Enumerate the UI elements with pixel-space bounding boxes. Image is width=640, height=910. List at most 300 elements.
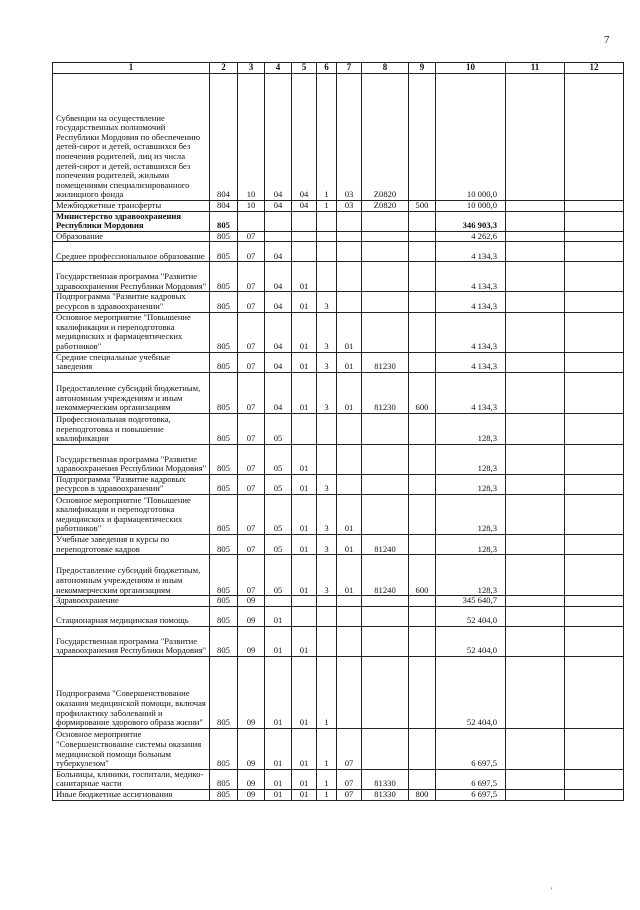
cell-c11 — [506, 444, 565, 474]
cell-c9 — [409, 656, 436, 728]
cell-c2: 805 — [210, 444, 238, 474]
row-name: Предоставление субсидий бюджетным, автономным учреждениям и иным некоммерческим организациям — [53, 372, 210, 413]
cell-c4: 05 — [265, 474, 292, 494]
cell-c3: 07 — [238, 352, 265, 372]
cell-c12 — [565, 201, 624, 212]
cell-c12 — [565, 769, 624, 789]
cell-c10: 10 000,0 — [436, 201, 506, 212]
cell-c3: 09 — [238, 769, 265, 789]
header-cell: 10 — [436, 63, 506, 74]
cell-c8: 81240 — [362, 555, 409, 596]
header-cell: 9 — [409, 63, 436, 74]
cell-c11 — [506, 312, 565, 352]
table-row — [53, 262, 624, 292]
header-cell: 12 — [565, 63, 624, 74]
cell-c11 — [506, 534, 565, 554]
header-row — [53, 63, 624, 74]
cell-c8 — [362, 596, 409, 607]
cell-c12 — [565, 474, 624, 494]
cell-c7: 03 — [337, 74, 362, 201]
cell-c9: 500 — [409, 201, 436, 212]
cell-c2: 804 — [210, 201, 238, 212]
cell-c3: 07 — [238, 494, 265, 534]
cell-c7 — [337, 656, 362, 728]
cell-c12 — [565, 444, 624, 474]
row-name: Образование — [53, 231, 210, 242]
cell-c10: 345 640,7 — [436, 596, 506, 607]
cell-c2: 805 — [210, 292, 238, 312]
table-row — [53, 444, 624, 474]
cell-c9 — [409, 444, 436, 474]
cell-c8 — [362, 494, 409, 534]
cell-c6 — [317, 444, 337, 474]
cell-c8: Z0820 — [362, 201, 409, 212]
cell-c9 — [409, 242, 436, 262]
cell-c3: 09 — [238, 656, 265, 728]
table-row — [53, 474, 624, 494]
cell-c12 — [565, 352, 624, 372]
row-name: Подпрограмма "Развитие кадровых ресурсов в здравоохранении" — [53, 474, 210, 494]
table-row — [53, 312, 624, 352]
cell-c10: 4 134,3 — [436, 352, 506, 372]
cell-c9 — [409, 231, 436, 242]
cell-c10: 128,3 — [436, 444, 506, 474]
cell-c7: 01 — [337, 312, 362, 352]
cell-c8 — [362, 262, 409, 292]
cell-c10: 6 697,5 — [436, 789, 506, 800]
cell-c7 — [337, 596, 362, 607]
cell-c4: 01 — [265, 728, 292, 769]
cell-c3: 09 — [238, 596, 265, 607]
budget-table — [52, 62, 624, 801]
table-row — [53, 352, 624, 372]
cell-c3: 07 — [238, 242, 265, 262]
cell-c8: Z0820 — [362, 74, 409, 201]
cell-c6: 3 — [317, 372, 337, 413]
cell-c4: 04 — [265, 262, 292, 292]
cell-c12 — [565, 262, 624, 292]
cell-c8: 81240 — [362, 534, 409, 554]
row-name: Государственная программа "Развитие здравоохранения Республики Мордовия" — [53, 262, 210, 292]
cell-c11 — [506, 494, 565, 534]
table-row — [53, 656, 624, 728]
cell-c7 — [337, 211, 362, 231]
cell-c10: 6 697,5 — [436, 728, 506, 769]
cell-c4: 05 — [265, 444, 292, 474]
cell-c11 — [506, 606, 565, 626]
cell-c5: 01 — [292, 372, 317, 413]
cell-c8 — [362, 626, 409, 656]
cell-c7: 01 — [337, 494, 362, 534]
cell-c8 — [362, 444, 409, 474]
row-name: Учебные заведения и курсы по переподготовке кадров — [53, 534, 210, 554]
cell-c11 — [506, 201, 565, 212]
cell-c6: 1 — [317, 728, 337, 769]
cell-c10: 6 697,5 — [436, 769, 506, 789]
table-row — [53, 596, 624, 607]
table-row — [53, 494, 624, 534]
cell-c8: 81330 — [362, 769, 409, 789]
cell-c10: 128,3 — [436, 555, 506, 596]
cell-c9 — [409, 606, 436, 626]
cell-c2: 805 — [210, 555, 238, 596]
cell-c4: 05 — [265, 555, 292, 596]
cell-c12 — [565, 555, 624, 596]
cell-c9 — [409, 413, 436, 444]
cell-c11 — [506, 656, 565, 728]
table-row — [53, 534, 624, 554]
cell-c11 — [506, 262, 565, 292]
table-row — [53, 74, 624, 201]
cell-c5: 01 — [292, 444, 317, 474]
table-row — [53, 211, 624, 231]
cell-c5: 01 — [292, 474, 317, 494]
cell-c2: 805 — [210, 626, 238, 656]
cell-c7 — [337, 626, 362, 656]
cell-c6: 1 — [317, 789, 337, 800]
cell-c6 — [317, 596, 337, 607]
cell-c10: 128,3 — [436, 534, 506, 554]
cell-c7: 01 — [337, 534, 362, 554]
cell-c12 — [565, 292, 624, 312]
row-name: Средние специальные учебные заведения — [53, 352, 210, 372]
cell-c2: 805 — [210, 494, 238, 534]
table-body — [53, 74, 624, 801]
cell-c7: 01 — [337, 372, 362, 413]
cell-c5: 01 — [292, 656, 317, 728]
cell-c3: 07 — [238, 312, 265, 352]
cell-c4: 01 — [265, 606, 292, 626]
cell-c4: 04 — [265, 201, 292, 212]
cell-c3: 07 — [238, 555, 265, 596]
cell-c7 — [337, 292, 362, 312]
cell-c10: 128,3 — [436, 413, 506, 444]
cell-c2: 805 — [210, 656, 238, 728]
cell-c9 — [409, 534, 436, 554]
cell-c2: 805 — [210, 474, 238, 494]
cell-c4: 04 — [265, 292, 292, 312]
cell-c7 — [337, 231, 362, 242]
cell-c8: 81330 — [362, 789, 409, 800]
cell-c9 — [409, 74, 436, 201]
table-row — [53, 626, 624, 656]
table-row — [53, 413, 624, 444]
cell-c11 — [506, 292, 565, 312]
cell-c9 — [409, 769, 436, 789]
cell-c10: 4 134,3 — [436, 372, 506, 413]
cell-c2: 805 — [210, 352, 238, 372]
cell-c6: 1 — [317, 656, 337, 728]
cell-c7 — [337, 444, 362, 474]
table-row — [53, 728, 624, 769]
row-name: Государственная программа "Развитие здравоохранения Республики Мордовия" — [53, 626, 210, 656]
cell-c12 — [565, 74, 624, 201]
cell-c5: 04 — [292, 74, 317, 201]
table-row — [53, 555, 624, 596]
cell-c10: 128,3 — [436, 494, 506, 534]
header-cell: 11 — [506, 63, 565, 74]
cell-c11 — [506, 211, 565, 231]
cell-c9: 600 — [409, 555, 436, 596]
table-row — [53, 201, 624, 212]
cell-c8 — [362, 242, 409, 262]
row-name: Субвенции на осуществление государственных полномочий Республики Мордовия по обеспечению детей-сирот и детей, оставшихся без попечения родителей, лиц из числа детей-сирот и детей, оставшихся без попечения родителей, жилыми помещениями специализированного жилищного фонда — [53, 74, 210, 201]
cell-c12 — [565, 626, 624, 656]
cell-c11 — [506, 372, 565, 413]
cell-c12 — [565, 789, 624, 800]
cell-c6: 3 — [317, 555, 337, 596]
header-cell: 5 — [292, 63, 317, 74]
cell-c8 — [362, 606, 409, 626]
cell-c11 — [506, 474, 565, 494]
cell-c9 — [409, 728, 436, 769]
cell-c12 — [565, 656, 624, 728]
cell-c12 — [565, 413, 624, 444]
cell-c9 — [409, 211, 436, 231]
cell-c5 — [292, 211, 317, 231]
cell-c7: 07 — [337, 789, 362, 800]
row-name: Предоставление субсидий бюджетным, автономным учреждениям и иным некоммерческим организациям — [53, 555, 210, 596]
row-name: Основное мероприятие "Повышение квалификации и переподготовка медицинских и фармацевтических работников" — [53, 494, 210, 534]
cell-c3: 07 — [238, 292, 265, 312]
cell-c7: 07 — [337, 769, 362, 789]
cell-c9 — [409, 292, 436, 312]
cell-c7 — [337, 606, 362, 626]
cell-c10: 4 134,3 — [436, 242, 506, 262]
cell-c6: 3 — [317, 494, 337, 534]
cell-c2: 805 — [210, 231, 238, 242]
cell-c6: 3 — [317, 312, 337, 352]
cell-c2: 805 — [210, 534, 238, 554]
row-name: Профессиональная подготовка, переподготовка и повышение квалификации — [53, 413, 210, 444]
table-row — [53, 231, 624, 242]
cell-c3: 09 — [238, 728, 265, 769]
cell-c3: 09 — [238, 789, 265, 800]
cell-c10: 52 404,0 — [436, 656, 506, 728]
table-row — [53, 242, 624, 262]
cell-c6: 3 — [317, 474, 337, 494]
cell-c4: 04 — [265, 312, 292, 352]
row-name: Иные бюджетные ассигнования — [53, 789, 210, 800]
cell-c2: 805 — [210, 413, 238, 444]
cell-c2: 805 — [210, 606, 238, 626]
cell-c11 — [506, 626, 565, 656]
cell-c3: 07 — [238, 262, 265, 292]
cell-c6 — [317, 626, 337, 656]
cell-c5: 01 — [292, 262, 317, 292]
cell-c9: 800 — [409, 789, 436, 800]
cell-c6 — [317, 231, 337, 242]
cell-c12 — [565, 596, 624, 607]
cell-c2: 805 — [210, 312, 238, 352]
cell-c2: 804 — [210, 74, 238, 201]
cell-c4: 04 — [265, 242, 292, 262]
cell-c3: 07 — [238, 474, 265, 494]
cell-c11 — [506, 555, 565, 596]
cell-c6 — [317, 242, 337, 262]
header-cell: 2 — [210, 63, 238, 74]
cell-c8 — [362, 231, 409, 242]
cell-c2: 805 — [210, 728, 238, 769]
cell-c8 — [362, 656, 409, 728]
table-row — [53, 372, 624, 413]
cell-c4: 05 — [265, 494, 292, 534]
cell-c5 — [292, 606, 317, 626]
cell-c3: 07 — [238, 534, 265, 554]
cell-c2: 805 — [210, 769, 238, 789]
header-cell: 4 — [265, 63, 292, 74]
cell-c9 — [409, 312, 436, 352]
cell-c11 — [506, 231, 565, 242]
cell-c6: 3 — [317, 352, 337, 372]
cell-c12 — [565, 211, 624, 231]
cell-c3: 10 — [238, 201, 265, 212]
cell-c12 — [565, 372, 624, 413]
cell-c8 — [362, 728, 409, 769]
cell-c9 — [409, 626, 436, 656]
row-name: Подпрограмма "Развитие кадровых ресурсов в здравоохранении" — [53, 292, 210, 312]
cell-c8 — [362, 413, 409, 444]
cell-c5 — [292, 413, 317, 444]
header-cell: 3 — [238, 63, 265, 74]
header-cell: 7 — [337, 63, 362, 74]
cell-c10: 10 000,0 — [436, 74, 506, 201]
cell-c7: 01 — [337, 555, 362, 596]
cell-c6 — [317, 262, 337, 292]
cell-c5: 01 — [292, 494, 317, 534]
cell-c9: 600 — [409, 372, 436, 413]
cell-c4: 01 — [265, 769, 292, 789]
cell-c12 — [565, 231, 624, 242]
cell-c4: 04 — [265, 372, 292, 413]
cell-c7: 03 — [337, 201, 362, 212]
header-cell: 8 — [362, 63, 409, 74]
cell-c8 — [362, 474, 409, 494]
row-name: Стационарная медицинская помощь — [53, 606, 210, 626]
cell-c11 — [506, 413, 565, 444]
cell-c4: 04 — [265, 74, 292, 201]
cell-c3: 09 — [238, 626, 265, 656]
cell-c10: 4 134,3 — [436, 312, 506, 352]
cell-c7 — [337, 262, 362, 292]
row-name: Подпрограмма "Совершенствование оказания медицинской помощи, включая профилактику заболеваний и формирование здорового образа жизни" — [53, 656, 210, 728]
table-row — [53, 789, 624, 800]
row-name: Здравоохранение — [53, 596, 210, 607]
cell-c5: 01 — [292, 769, 317, 789]
cell-c6 — [317, 211, 337, 231]
cell-c5: 01 — [292, 626, 317, 656]
cell-c5: 01 — [292, 534, 317, 554]
cell-c10: 128,3 — [436, 474, 506, 494]
table-row — [53, 606, 624, 626]
row-name: Основное мероприятие "Повышение квалификации и переподготовка медицинских и фармацевтических работников" — [53, 312, 210, 352]
cell-c6: 3 — [317, 292, 337, 312]
cell-c8 — [362, 211, 409, 231]
cell-c9 — [409, 352, 436, 372]
row-name: Министерство здравоохранения Республики Мордовия — [53, 211, 210, 231]
cell-c2: 805 — [210, 596, 238, 607]
cell-c5: 01 — [292, 789, 317, 800]
cell-c10: 4 134,3 — [436, 262, 506, 292]
cell-c8: 81230 — [362, 372, 409, 413]
cell-c10: 52 404,0 — [436, 606, 506, 626]
cell-c5 — [292, 231, 317, 242]
cell-c10: 4 134,3 — [436, 292, 506, 312]
cell-c7 — [337, 413, 362, 444]
cell-c4: 05 — [265, 534, 292, 554]
cell-c4: 01 — [265, 626, 292, 656]
cell-c8: 81230 — [362, 352, 409, 372]
cell-c4: 04 — [265, 352, 292, 372]
cell-c11 — [506, 596, 565, 607]
cell-c9 — [409, 262, 436, 292]
cell-c6: 1 — [317, 201, 337, 212]
table-row — [53, 769, 624, 789]
cell-c12 — [565, 494, 624, 534]
cell-c7: 07 — [337, 728, 362, 769]
cell-c11 — [506, 352, 565, 372]
cell-c5: 01 — [292, 312, 317, 352]
cell-c11 — [506, 242, 565, 262]
row-name: Межбюджетные трансферты — [53, 201, 210, 212]
cell-c5: 01 — [292, 728, 317, 769]
cell-c6: 3 — [317, 534, 337, 554]
cell-c2: 805 — [210, 262, 238, 292]
cell-c4 — [265, 211, 292, 231]
cell-c12 — [565, 606, 624, 626]
table-row — [53, 292, 624, 312]
cell-c6: 1 — [317, 769, 337, 789]
cell-c11 — [506, 789, 565, 800]
cell-c5 — [292, 242, 317, 262]
row-name: Государственная программа "Развитие здравоохранения Республики Мордовия" — [53, 444, 210, 474]
cell-c12 — [565, 728, 624, 769]
cell-c11 — [506, 74, 565, 201]
cell-c4: 01 — [265, 656, 292, 728]
cell-c11 — [506, 769, 565, 789]
cell-c4 — [265, 596, 292, 607]
cell-c6 — [317, 413, 337, 444]
cell-c2: 805 — [210, 372, 238, 413]
cell-c4: 01 — [265, 789, 292, 800]
row-name: Основное мероприятие "Совершенствование системы оказания медицинской помощи больным туберкулезом" — [53, 728, 210, 769]
cell-c5: 01 — [292, 352, 317, 372]
row-name: Больницы, клиники, госпитали, медико-санитарные части — [53, 769, 210, 789]
cell-c7 — [337, 474, 362, 494]
cell-c12 — [565, 534, 624, 554]
cell-c3: 07 — [238, 413, 265, 444]
cell-c12 — [565, 242, 624, 262]
cell-c3: 09 — [238, 606, 265, 626]
cell-c3: 07 — [238, 444, 265, 474]
header-cell: 6 — [317, 63, 337, 74]
cell-c2: 805 — [210, 211, 238, 231]
cell-c7: 01 — [337, 352, 362, 372]
cell-c10: 346 903,3 — [436, 211, 506, 231]
cell-c2: 805 — [210, 789, 238, 800]
cell-c5: 01 — [292, 555, 317, 596]
cell-c9 — [409, 596, 436, 607]
cell-c6 — [317, 606, 337, 626]
cell-c3: 07 — [238, 231, 265, 242]
cell-c10: 52 404,0 — [436, 626, 506, 656]
cell-c4: 05 — [265, 413, 292, 444]
row-name: Среднее профессиональное образование — [53, 242, 210, 262]
page-number: 7 — [604, 34, 610, 46]
cell-c10: 4 262,6 — [436, 231, 506, 242]
cell-c3 — [238, 211, 265, 231]
cell-c8 — [362, 292, 409, 312]
